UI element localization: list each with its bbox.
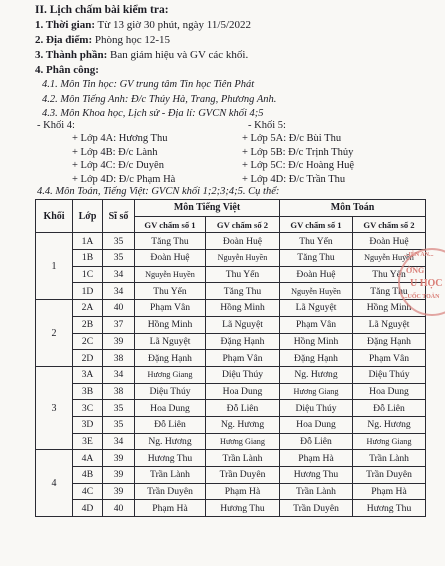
assign-4-1: 4.1. Môn Tin học: GV trung tâm Tin học Tiên Phát <box>42 79 255 90</box>
toan-gv2-cell: Phạm Vân <box>353 350 426 367</box>
table-row <box>36 316 426 333</box>
assign-4-3: 4.3. Môn Khoa học, Lịch sử - Địa lí: GVCN khối 4;5 <box>42 108 264 119</box>
toan-gv2-cell: Lã Nguyệt <box>353 316 426 333</box>
table-row <box>36 300 426 317</box>
siso-cell: 39 <box>103 467 135 484</box>
time-line <box>35 20 251 31</box>
khoi-cell: 3 <box>36 366 73 449</box>
tv-gv1-cell: Ng. Hương <box>135 433 206 450</box>
siso-cell: 39 <box>103 483 135 500</box>
toan-gv1-cell: Tăng Thu <box>280 250 353 267</box>
toan-gv1-cell: Thu Yến <box>280 233 353 250</box>
lop-cell: 2B <box>73 316 103 333</box>
siso-cell: 34 <box>103 366 135 383</box>
assign-4-4: 4.4. Môn Toán, Tiếng Việt: GVCN khối 1;2;3;4;5. Cụ thể: <box>37 186 280 197</box>
table-row <box>36 233 426 250</box>
table-row <box>36 400 426 417</box>
khoi-cell: 1 <box>36 233 73 300</box>
tv-gv2-cell: Đoàn Huệ <box>206 233 280 250</box>
toan-gv1-cell: Phạm Vân <box>280 316 353 333</box>
table-row <box>36 366 426 383</box>
time-value: Từ 13 giờ 30 phút, ngày 11/5/2022 <box>95 19 251 31</box>
lop-cell: 3C <box>73 400 103 417</box>
siso-cell: 34 <box>103 433 135 450</box>
stamp-text: ...IÊN AN... <box>404 252 434 258</box>
table-row <box>36 283 426 300</box>
siso-cell: 35 <box>103 233 135 250</box>
khoi-cell: 2 <box>36 300 73 367</box>
members-line <box>35 50 248 61</box>
table-row <box>36 266 426 283</box>
tv-gv2-cell: Phạm Hà <box>206 483 280 500</box>
lop-cell: 2A <box>73 300 103 317</box>
place-value: Phòng học 12-15 <box>92 34 171 46</box>
lop-cell: 3B <box>73 383 103 400</box>
k4-row: + Lớp 4D: Đ/c Phạm Hà <box>72 174 176 185</box>
lop-cell: 1B <box>73 250 103 267</box>
lop-cell: 2D <box>73 350 103 367</box>
members-value: Ban giám hiệu và GV các khối. <box>107 49 249 61</box>
table-row <box>36 467 426 484</box>
toan-gv2-cell: Phạm Hà <box>353 483 426 500</box>
stamp-text: ỜNG <box>406 266 425 275</box>
toan-gv1-cell: Đặng Hạnh <box>280 350 353 367</box>
toan-gv1-cell: Diệu Thúy <box>280 400 353 417</box>
lop-cell: 1D <box>73 283 103 300</box>
toan-gv2-cell: Đoàn Huệ <box>353 233 426 250</box>
table-row <box>36 450 426 467</box>
tv-gv1-cell: Đỗ Liên <box>135 416 206 433</box>
toan-gv1-cell: Hương Giang <box>280 383 353 400</box>
header-toan-gv2: GV chấm số 2 <box>353 216 426 233</box>
header-tieng-viet: Môn Tiếng Việt <box>135 200 280 217</box>
table-row <box>36 383 426 400</box>
siso-cell: 37 <box>103 316 135 333</box>
k5-row: + Lớp 5A: Đ/c Bùi Thu <box>242 133 342 144</box>
assign-label: 4. Phân công: <box>35 64 99 76</box>
toan-gv2-cell: Diệu Thúy <box>353 366 426 383</box>
toan-gv2-cell: Trần Lành <box>353 450 426 467</box>
tv-gv2-cell: Phạm Vân <box>206 350 280 367</box>
table-row <box>36 416 426 433</box>
lop-cell: 1A <box>73 233 103 250</box>
members-label: 3. Thành phần: <box>35 49 108 61</box>
k4-row: + Lớp 4A: Hương Thu <box>72 133 168 144</box>
tv-gv2-cell: Đặng Hạnh <box>206 333 280 350</box>
header-siso: Sĩ số <box>103 200 135 233</box>
table-row <box>36 483 426 500</box>
tv-gv1-cell: Đoàn Huệ <box>135 250 206 267</box>
tv-gv1-cell: Trần Duyên <box>135 483 206 500</box>
toan-gv2-cell: Tăng Thu <box>353 283 426 300</box>
place-label: 2. Địa điểm: <box>35 34 93 46</box>
lop-cell: 3D <box>73 416 103 433</box>
stamp-text: ...UỐC TOẢN <box>403 294 440 300</box>
khoi-5-label: - Khối 5: <box>248 120 286 131</box>
lop-cell: 3E <box>73 433 103 450</box>
siso-cell: 40 <box>103 500 135 517</box>
siso-cell: 39 <box>103 450 135 467</box>
toan-gv1-cell: Hoa Dung <box>280 416 353 433</box>
toan-gv1-cell: Phạm Hà <box>280 450 353 467</box>
toan-gv2-cell: Hương Giang <box>353 433 426 450</box>
header-toan: Môn Toán <box>280 200 426 217</box>
section-title: II. Lịch chấm bài kiểm tra: <box>35 4 169 16</box>
tv-gv2-cell: Diệu Thúy <box>206 366 280 383</box>
tv-gv2-cell: Hương Thu <box>206 500 280 517</box>
lop-cell: 2C <box>73 333 103 350</box>
siso-cell: 35 <box>103 250 135 267</box>
toan-gv2-cell: Hoa Dung <box>353 383 426 400</box>
toan-gv2-cell: Hương Thu <box>353 500 426 517</box>
toan-gv2-cell: Ng. Hương <box>353 416 426 433</box>
table-row <box>36 350 426 367</box>
tv-gv2-cell: Hương Giang <box>206 433 280 450</box>
k5-row: + Lớp 5C: Đ/c Hoàng Huệ <box>242 160 355 171</box>
tv-gv1-cell: Diệu Thúy <box>135 383 206 400</box>
toan-gv2-cell: Đặng Hạnh <box>353 333 426 350</box>
toan-gv2-cell: Đỗ Liên <box>353 400 426 417</box>
toan-gv1-cell: Ng. Hương <box>280 366 353 383</box>
tv-gv1-cell: Tăng Thu <box>135 233 206 250</box>
table-row <box>36 333 426 350</box>
tv-gv2-cell: Nguyễn Huyền <box>206 250 280 267</box>
tv-gv2-cell: Hoa Dung <box>206 383 280 400</box>
tv-gv1-cell: Đặng Hạnh <box>135 350 206 367</box>
table-row <box>36 250 426 267</box>
lop-cell: 4C <box>73 483 103 500</box>
lop-cell: 1C <box>73 266 103 283</box>
tv-gv2-cell: Trần Lành <box>206 450 280 467</box>
siso-cell: 39 <box>103 333 135 350</box>
grading-table <box>35 199 426 517</box>
tv-gv1-cell: Thu Yến <box>135 283 206 300</box>
toan-gv1-cell: Hương Thu <box>280 467 353 484</box>
siso-cell: 35 <box>103 400 135 417</box>
assign-4-2: 4.2. Môn Tiếng Anh: Đ/c Thúy Hà, Trang, Phương Anh. <box>42 94 277 105</box>
header-khoi: Khối <box>36 200 73 233</box>
tv-gv1-cell: Phạm Hà <box>135 500 206 517</box>
lop-cell: 4A <box>73 450 103 467</box>
tv-gv1-cell: Hoa Dung <box>135 400 206 417</box>
siso-cell: 38 <box>103 350 135 367</box>
siso-cell: 38 <box>103 383 135 400</box>
k4-row: + Lớp 4B: Đ/c Lành <box>72 147 158 158</box>
toan-gv1-cell: Trần Lành <box>280 483 353 500</box>
tv-gv1-cell: Hồng Minh <box>135 316 206 333</box>
tv-gv1-cell: Lã Nguyệt <box>135 333 206 350</box>
time-label: 1. Thời gian: <box>35 19 95 31</box>
table-row <box>36 500 426 517</box>
tv-gv1-cell: Nguyễn Huyền <box>135 266 206 283</box>
tv-gv1-cell: Hương Thu <box>135 450 206 467</box>
place-line <box>35 35 170 46</box>
toan-gv1-cell: Lã Nguyệt <box>280 300 353 317</box>
k5-row: + Lớp 5B: Đ/c Trịnh Thủy <box>242 147 354 158</box>
tv-gv2-cell: Lã Nguyệt <box>206 316 280 333</box>
k5-row: + Lớp 4D: Đ/c Trần Thu <box>242 174 346 185</box>
k4-row: + Lớp 4C: Đ/c Duyên <box>72 160 164 171</box>
header-tv-gv2: GV chấm số 2 <box>206 216 280 233</box>
toan-gv1-cell: Đoàn Huệ <box>280 266 353 283</box>
toan-gv2-cell: Nguyễn Huyền <box>353 250 426 267</box>
siso-cell: 34 <box>103 266 135 283</box>
toan-gv2-cell: Trần Duyên <box>353 467 426 484</box>
toan-gv1-cell: Nguyễn Huyền <box>280 283 353 300</box>
header-lop: Lớp <box>73 200 103 233</box>
header-toan-gv1: GV chấm số 1 <box>280 216 353 233</box>
tv-gv2-cell: Đỗ Liên <box>206 400 280 417</box>
tv-gv2-cell: Hồng Minh <box>206 300 280 317</box>
toan-gv1-cell: Đỗ Liên <box>280 433 353 450</box>
lop-cell: 4B <box>73 467 103 484</box>
siso-cell: 34 <box>103 283 135 300</box>
siso-cell: 35 <box>103 416 135 433</box>
tv-gv1-cell: Trần Lành <box>135 467 206 484</box>
tv-gv1-cell: Phạm Vân <box>135 300 206 317</box>
tv-gv2-cell: Tăng Thu <box>206 283 280 300</box>
toan-gv1-cell: Trần Duyên <box>280 500 353 517</box>
tv-gv2-cell: Thu Yến <box>206 266 280 283</box>
tv-gv2-cell: Trần Duyên <box>206 467 280 484</box>
lop-cell: 4D <box>73 500 103 517</box>
stamp-text: U HỌC <box>410 278 443 289</box>
lop-cell: 3A <box>73 366 103 383</box>
toan-gv2-cell: Hồng Minh <box>353 300 426 317</box>
header-tv-gv1: GV chấm số 1 <box>135 216 206 233</box>
toan-gv1-cell: Hồng Minh <box>280 333 353 350</box>
tv-gv1-cell: Hương Giang <box>135 366 206 383</box>
toan-gv2-cell: Thu Yến <box>353 266 426 283</box>
khoi-cell: 4 <box>36 450 73 517</box>
table-row <box>36 433 426 450</box>
khoi-4-label: - Khối 4: <box>37 120 75 131</box>
siso-cell: 40 <box>103 300 135 317</box>
tv-gv2-cell: Ng. Hương <box>206 416 280 433</box>
